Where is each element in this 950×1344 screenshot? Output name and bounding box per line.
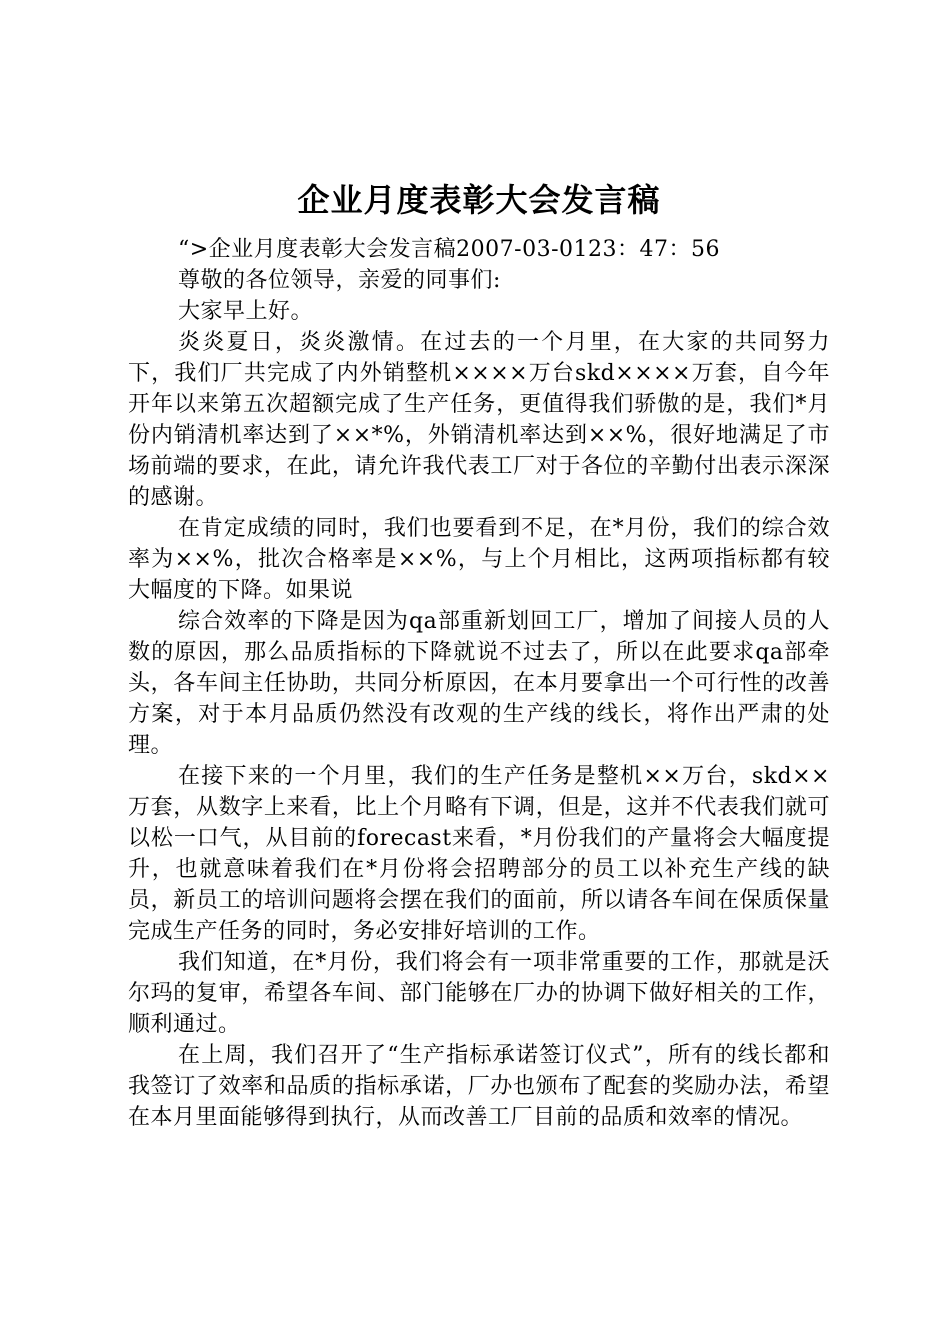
paragraph-quality-requirements: 综合效率的下降是因为qa部重新划回工厂，增加了间接人员的人数的原因，那么品质指标的下降就说不过去了，所以在此要求qa部牵头，各车间主任协助，共同分析原因，在本月要拿出一个可行性的改善方案，对于本月品质仍然没有改观的生产线的线长，将作出严肃的处理。 xyxy=(128,609,830,758)
paragraph-header-line: “>企业月度表彰大会发言稿2007-03-0123：47：56 xyxy=(178,237,721,262)
paragraph-walmart-audit: 我们知道，在*月份，我们将会有一项非常重要的工作，那就是沃尔玛的复审，希望各车间、部门能够在厂办的协调下做好相关的工作，顺利通过。 xyxy=(128,950,830,1037)
paragraph-shortcomings: 在肯定成绩的同时，我们也要看到不足，在*月份，我们的综合效率为××%，批次合格率是××%，与上个月相比，这两项指标都有较大幅度的下降。如果说 xyxy=(128,516,830,603)
paragraph-next-month-tasks: 在接下来的一个月里，我们的生产任务是整机××万台，skd××万套，从数字上来看，比上个月略有下调，但是，这并不代表我们就可以松一口气，从目前的forecast来看，*月份我们的产量将会大幅度提升，也就意味着我们在*月份将会招聘部分的员工以补充生产线的缺员，新员工的培训问题将会摆在我们的面前，所以请各车间在保质保量完成生产任务的同时，务必安排好培训的工作。 xyxy=(128,764,830,944)
paragraph-salutation: 尊敬的各位领导，亲爱的同事们: xyxy=(178,268,501,293)
document-page xyxy=(128,178,830,1133)
document-title: 企业月度表彰大会发言稿 xyxy=(297,181,661,219)
paragraph-greeting: 大家早上好。 xyxy=(178,299,314,324)
paragraph-achievements: 炎炎夏日，炎炎激情。在过去的一个月里，在大家的共同努力下，我们厂共完成了内外销整机××××万台skd××××万套，自今年开年以来第五次超额完成了生产任务，更值得我们骄傲的是，我们*月份内销清机率达到了××*%，外销清机率达到××%，很好地满足了市场前端的要求，在此，请允许我代表工厂对于各位的辛勤付出表示深深的感谢。 xyxy=(128,330,830,510)
paragraph-commitment-ceremony: 在上周，我们召开了“生产指标承诺签订仪式”，所有的线长都和我签订了效率和品质的指标承诺，厂办也颁布了配套的奖励办法，希望在本月里面能够得到执行，从而改善工厂目前的品质和效率的情况。 xyxy=(128,1043,830,1130)
